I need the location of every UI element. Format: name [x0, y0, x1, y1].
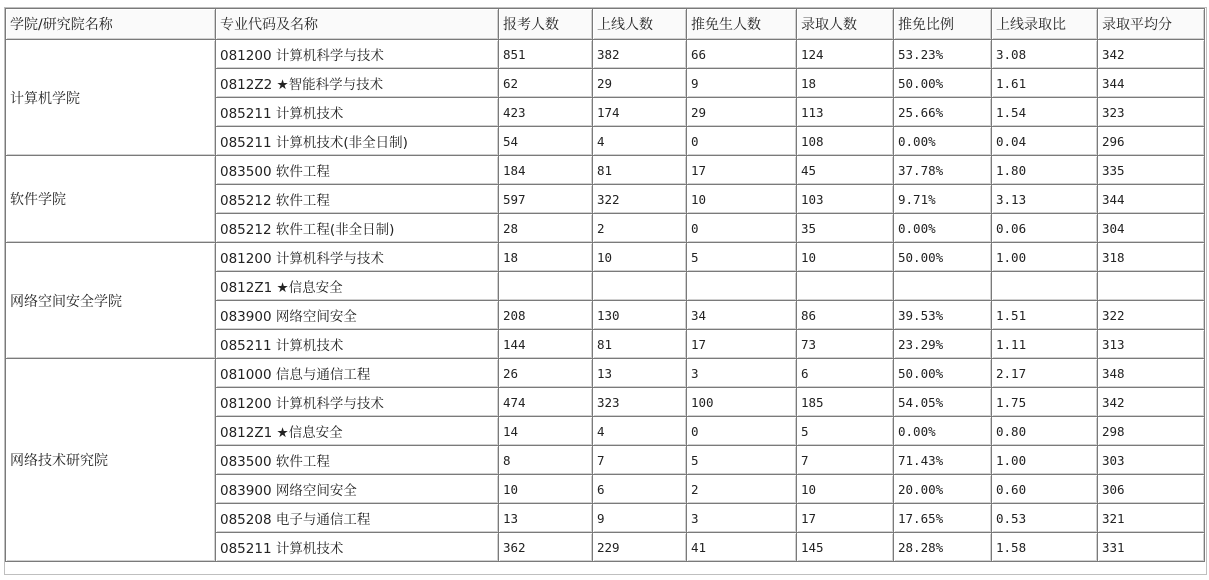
exempt-ratio-cell: [894, 272, 992, 301]
pass-admit-ratio-cell: 1.80: [992, 156, 1098, 185]
avg-score-cell: 303: [1098, 446, 1205, 475]
exempt-cell: 17: [687, 330, 797, 359]
applicants-cell: 62: [499, 69, 593, 98]
major-cell: 081200 计算机科学与技术: [216, 40, 499, 69]
header-exempt-ratio: 推免比例: [894, 9, 992, 40]
admitted-cell: [797, 272, 894, 301]
exempt-cell: 100: [687, 388, 797, 417]
applicants-cell: [499, 272, 593, 301]
pass-admit-ratio-cell: 1.00: [992, 243, 1098, 272]
pass-admit-ratio-cell: 1.11: [992, 330, 1098, 359]
passed-cell: 7: [593, 446, 687, 475]
admitted-cell: 113: [797, 98, 894, 127]
admitted-cell: 17: [797, 504, 894, 533]
admitted-cell: 185: [797, 388, 894, 417]
pass-admit-ratio-cell: 1.75: [992, 388, 1098, 417]
applicants-cell: 423: [499, 98, 593, 127]
passed-cell: 4: [593, 127, 687, 156]
college-name-cell: 软件学院: [6, 156, 216, 243]
major-cell: 0812Z1 ★信息安全: [216, 417, 499, 446]
exempt-cell: 0: [687, 417, 797, 446]
major-cell: 081000 信息与通信工程: [216, 359, 499, 388]
exempt-cell: 10: [687, 185, 797, 214]
exempt-ratio-cell: 50.00%: [894, 69, 992, 98]
exempt-cell: 17: [687, 156, 797, 185]
exempt-ratio-cell: 0.00%: [894, 127, 992, 156]
applicants-cell: 14: [499, 417, 593, 446]
exempt-cell: 41: [687, 533, 797, 562]
pass-admit-ratio-cell: 3.13: [992, 185, 1098, 214]
major-cell: 085212 软件工程(非全日制): [216, 214, 499, 243]
exempt-ratio-cell: 28.28%: [894, 533, 992, 562]
pass-admit-ratio-cell: 1.51: [992, 301, 1098, 330]
exempt-cell: [687, 272, 797, 301]
applicants-cell: 474: [499, 388, 593, 417]
applicants-cell: 26: [499, 359, 593, 388]
passed-cell: 322: [593, 185, 687, 214]
header-avg-score: 录取平均分: [1098, 9, 1205, 40]
avg-score-cell: 342: [1098, 40, 1205, 69]
applicants-cell: 18: [499, 243, 593, 272]
applicants-cell: 144: [499, 330, 593, 359]
applicants-cell: 10: [499, 475, 593, 504]
applicants-cell: 362: [499, 533, 593, 562]
major-cell: 081200 计算机科学与技术: [216, 388, 499, 417]
table-body: [6, 40, 1205, 562]
exempt-ratio-cell: 20.00%: [894, 475, 992, 504]
exempt-ratio-cell: 23.29%: [894, 330, 992, 359]
avg-score-cell: 304: [1098, 214, 1205, 243]
table-row: [6, 359, 1205, 388]
admitted-cell: 86: [797, 301, 894, 330]
exempt-ratio-cell: 71.43%: [894, 446, 992, 475]
admitted-cell: 145: [797, 533, 894, 562]
exempt-cell: 2: [687, 475, 797, 504]
admitted-cell: 6: [797, 359, 894, 388]
exempt-cell: 3: [687, 504, 797, 533]
avg-score-cell: 323: [1098, 98, 1205, 127]
header-passed: 上线人数: [593, 9, 687, 40]
applicants-cell: 851: [499, 40, 593, 69]
passed-cell: [593, 272, 687, 301]
exempt-ratio-cell: 53.23%: [894, 40, 992, 69]
pass-admit-ratio-cell: 0.04: [992, 127, 1098, 156]
header-admitted: 录取人数: [797, 9, 894, 40]
avg-score-cell: 348: [1098, 359, 1205, 388]
major-cell: 0812Z1 ★信息安全: [216, 272, 499, 301]
admitted-cell: 18: [797, 69, 894, 98]
passed-cell: 81: [593, 156, 687, 185]
exempt-cell: 5: [687, 446, 797, 475]
exempt-ratio-cell: 0.00%: [894, 417, 992, 446]
applicants-cell: 184: [499, 156, 593, 185]
avg-score-cell: 313: [1098, 330, 1205, 359]
exempt-ratio-cell: 50.00%: [894, 359, 992, 388]
college-name-cell: 网络空间安全学院: [6, 243, 216, 359]
exempt-ratio-cell: 0.00%: [894, 214, 992, 243]
admitted-cell: 45: [797, 156, 894, 185]
major-cell: 081200 计算机科学与技术: [216, 243, 499, 272]
avg-score-cell: 331: [1098, 533, 1205, 562]
pass-admit-ratio-cell: 1.00: [992, 446, 1098, 475]
header-row: [6, 9, 1205, 40]
pass-admit-ratio-cell: 1.61: [992, 69, 1098, 98]
avg-score-cell: 335: [1098, 156, 1205, 185]
applicants-cell: 28: [499, 214, 593, 243]
avg-score-cell: 306: [1098, 475, 1205, 504]
pass-admit-ratio-cell: 0.53: [992, 504, 1098, 533]
major-cell: 085211 计算机技术(非全日制): [216, 127, 499, 156]
table-row: [6, 156, 1205, 185]
admitted-cell: 103: [797, 185, 894, 214]
exempt-ratio-cell: 39.53%: [894, 301, 992, 330]
avg-score-cell: [1098, 272, 1205, 301]
major-cell: 083900 网络空间安全: [216, 475, 499, 504]
admitted-cell: 124: [797, 40, 894, 69]
passed-cell: 6: [593, 475, 687, 504]
table-row: [6, 243, 1205, 272]
exempt-cell: 66: [687, 40, 797, 69]
admitted-cell: 35: [797, 214, 894, 243]
admitted-cell: 73: [797, 330, 894, 359]
avg-score-cell: 344: [1098, 69, 1205, 98]
major-cell: 085211 计算机技术: [216, 330, 499, 359]
pass-admit-ratio-cell: 0.06: [992, 214, 1098, 243]
major-cell: 085211 计算机技术: [216, 98, 499, 127]
major-cell: 083500 软件工程: [216, 446, 499, 475]
avg-score-cell: 318: [1098, 243, 1205, 272]
admitted-cell: 10: [797, 475, 894, 504]
admission-stats-table-wrapper: [5, 8, 1204, 562]
college-name-cell: 网络技术研究院: [6, 359, 216, 562]
avg-score-cell: 344: [1098, 185, 1205, 214]
exempt-ratio-cell: 25.66%: [894, 98, 992, 127]
exempt-cell: 0: [687, 127, 797, 156]
exempt-ratio-cell: 50.00%: [894, 243, 992, 272]
major-cell: 085208 电子与通信工程: [216, 504, 499, 533]
admission-stats-table: [5, 8, 1205, 562]
header-major: 专业代码及名称: [216, 9, 499, 40]
exempt-cell: 29: [687, 98, 797, 127]
passed-cell: 10: [593, 243, 687, 272]
exempt-ratio-cell: 9.71%: [894, 185, 992, 214]
exempt-cell: 5: [687, 243, 797, 272]
exempt-cell: 9: [687, 69, 797, 98]
avg-score-cell: 298: [1098, 417, 1205, 446]
applicants-cell: 597: [499, 185, 593, 214]
pass-admit-ratio-cell: 2.17: [992, 359, 1098, 388]
passed-cell: 2: [593, 214, 687, 243]
header-college: 学院/研究院名称: [6, 9, 216, 40]
avg-score-cell: 321: [1098, 504, 1205, 533]
college-name-cell: 计算机学院: [6, 40, 216, 156]
avg-score-cell: 322: [1098, 301, 1205, 330]
applicants-cell: 54: [499, 127, 593, 156]
major-cell: 085211 计算机技术: [216, 533, 499, 562]
passed-cell: 9: [593, 504, 687, 533]
passed-cell: 4: [593, 417, 687, 446]
major-cell: 083900 网络空间安全: [216, 301, 499, 330]
admitted-cell: 7: [797, 446, 894, 475]
pass-admit-ratio-cell: 1.54: [992, 98, 1098, 127]
avg-score-cell: 342: [1098, 388, 1205, 417]
passed-cell: 323: [593, 388, 687, 417]
header-pass-admit-ratio: 上线录取比: [992, 9, 1098, 40]
passed-cell: 382: [593, 40, 687, 69]
applicants-cell: 208: [499, 301, 593, 330]
header-exempt: 推免生人数: [687, 9, 797, 40]
header-applicants: 报考人数: [499, 9, 593, 40]
avg-score-cell: 296: [1098, 127, 1205, 156]
exempt-ratio-cell: 54.05%: [894, 388, 992, 417]
passed-cell: 174: [593, 98, 687, 127]
exempt-cell: 34: [687, 301, 797, 330]
table-row: [6, 40, 1205, 69]
admitted-cell: 5: [797, 417, 894, 446]
pass-admit-ratio-cell: 0.80: [992, 417, 1098, 446]
exempt-cell: 0: [687, 214, 797, 243]
passed-cell: 130: [593, 301, 687, 330]
exempt-ratio-cell: 17.65%: [894, 504, 992, 533]
exempt-ratio-cell: 37.78%: [894, 156, 992, 185]
admitted-cell: 10: [797, 243, 894, 272]
major-cell: 0812Z2 ★智能科学与技术: [216, 69, 499, 98]
pass-admit-ratio-cell: 3.08: [992, 40, 1098, 69]
major-cell: 083500 软件工程: [216, 156, 499, 185]
pass-admit-ratio-cell: 1.58: [992, 533, 1098, 562]
major-cell: 085212 软件工程: [216, 185, 499, 214]
admitted-cell: 108: [797, 127, 894, 156]
applicants-cell: 8: [499, 446, 593, 475]
passed-cell: 81: [593, 330, 687, 359]
exempt-cell: 3: [687, 359, 797, 388]
applicants-cell: 13: [499, 504, 593, 533]
pass-admit-ratio-cell: [992, 272, 1098, 301]
passed-cell: 13: [593, 359, 687, 388]
passed-cell: 229: [593, 533, 687, 562]
passed-cell: 29: [593, 69, 687, 98]
pass-admit-ratio-cell: 0.60: [992, 475, 1098, 504]
